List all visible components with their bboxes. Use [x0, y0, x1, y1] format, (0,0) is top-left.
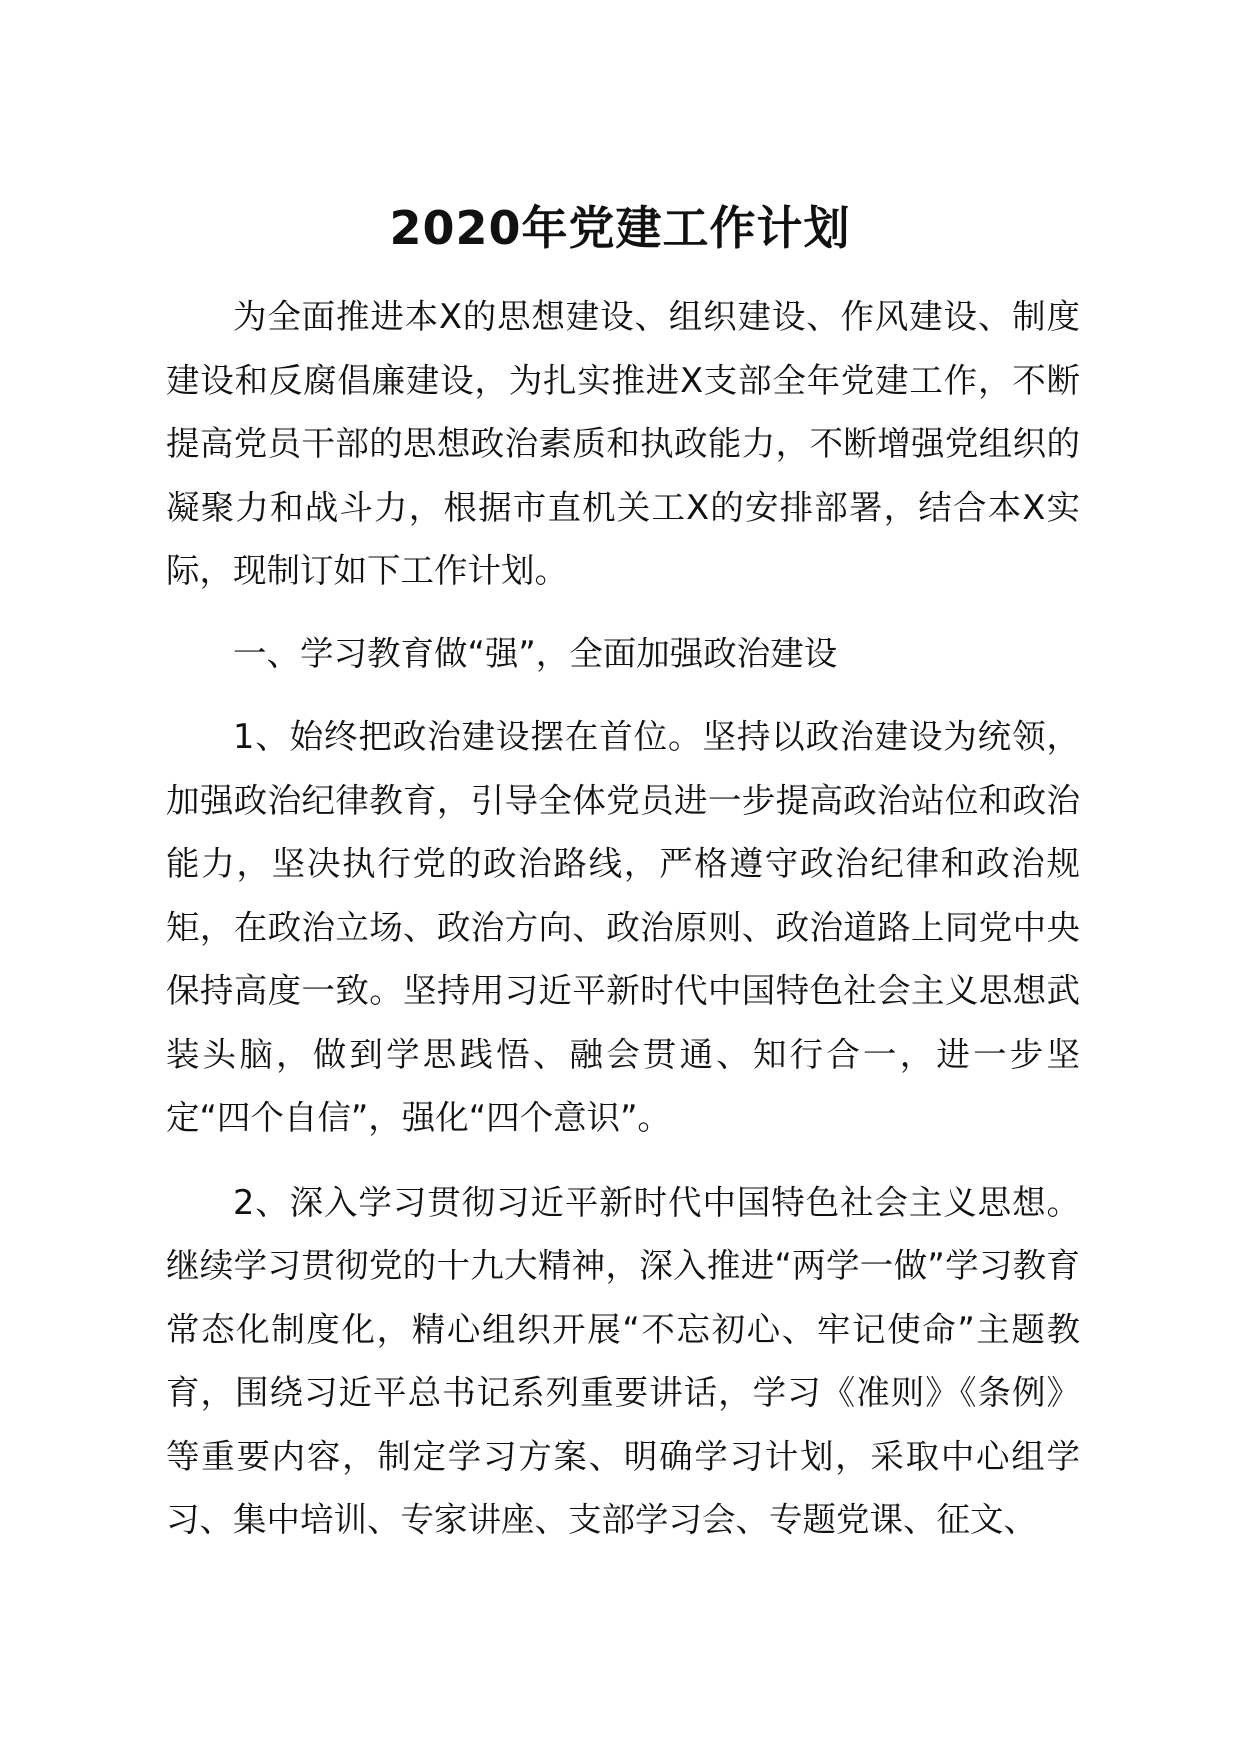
item-paragraph-2: 2、深入学习贯彻习近平新时代中国特色社会主义思想。继续学习贯彻党的十九大精神，深入推进“两学一做”学习教育常态化制度化，精心组织开展“不忘初心、牢记使命”主题教育，围绕习近平总书记系列重要讲话，学习《准则》《条例》等重要内容，制定学习方案、明确学习计划，采取中心组学习、集中培训、专家讲座、支部学习会、专题党课、征文、	[166, 1182, 1080, 1539]
intro-paragraph: 为全面推进本X的思想建设、组织建设、作风建设、制度建设和反腐倡廉建设，为扎实推进X支部全年党建工作，不断提高党员干部的思想政治素质和执政能力，不断增强党组织的凝聚力和战斗力，根据市直机关工X的安排部署，结合本X实际，现制订如下工作计划。	[166, 297, 1080, 590]
section-heading-1: 一、学习教育做“强”，全面加强政治建设	[233, 633, 838, 673]
document-body	[166, 285, 1080, 1552]
document-title: 2020年党建工作计划	[389, 201, 851, 255]
item-paragraph-1: 1、始终把政治建设摆在首位。坚持以政治建设为统领，加强政治纪律教育，引导全体党员进一步提高政治站位和政治能力，坚决执行党的政治路线，严格遵守政治纪律和政治规矩，在政治立场、政治方向、政治原则、政治道路上同党中央保持高度一致。坚持用习近平新时代中国特色社会主义思想武装头脑，做到学思践悟、融会贯通、知行合一，进一步坚定“四个自信”，强化“四个意识”。	[166, 717, 1080, 1137]
